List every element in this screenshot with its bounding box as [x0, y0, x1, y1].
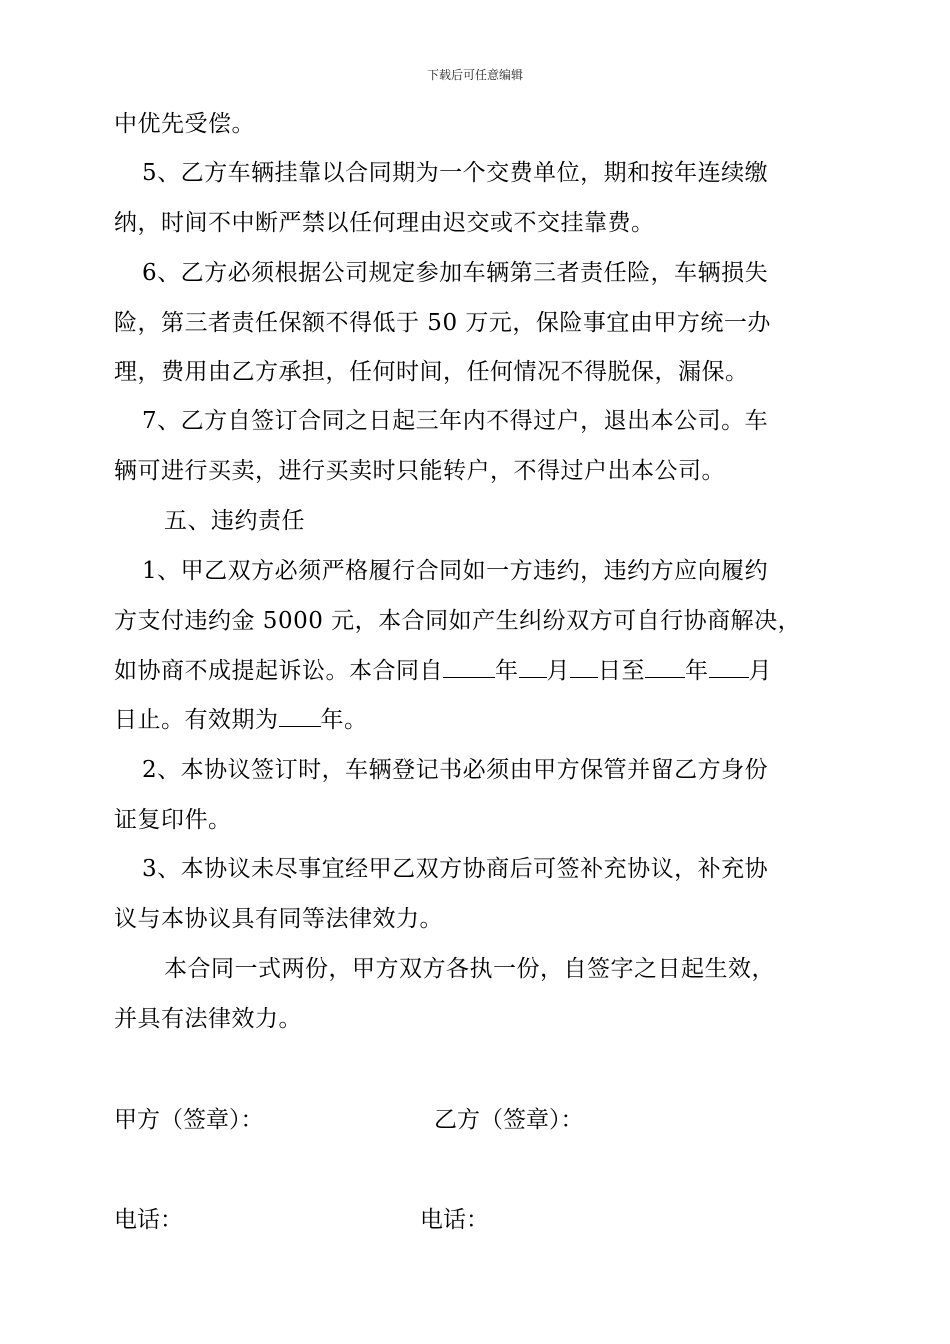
term-text-start: 如协商不成提起诉讼。本合同自 [114, 658, 443, 684]
party-b-signature-label: 乙方（签章）： [434, 1107, 584, 1133]
party-a-phone-label: 电话： [114, 1207, 183, 1233]
end-month-label: 月 [748, 658, 772, 684]
clause-5-2-line-1: 2、本协议签订时，车辆登记书必须由甲方保管并留乙方身份 [142, 757, 769, 783]
paragraph-line: 中优先受偿。 [114, 111, 255, 137]
clause-5-1-line-2: 方支付违约金 5000 元，本合同如产生纠纷双方可自行协商解决， [114, 608, 802, 634]
end-year-label: 年 [685, 658, 709, 684]
section-heading-liability: 五、违约责任 [164, 508, 305, 534]
closing-line-2: 并具有法律效力。 [114, 1006, 302, 1032]
clause-5-1-line-1: 1、甲乙双方必须严格履行合同如一方违约，违约方应向履约 [142, 558, 769, 584]
party-a-signature-label: 甲方（签章）： [114, 1107, 264, 1133]
clause-4-6-line-2: 险，第三者责任保额不得低于 50 万元，保险事宜由甲方统一办 [114, 310, 771, 336]
clause-4-6-line-1: 6、乙方必须根据公司规定参加车辆第三者责任险，车辆损失 [142, 260, 769, 286]
end-month-blank[interactable] [709, 655, 749, 678]
month-label: 月 [546, 658, 570, 684]
clause-4-5-line-2: 纳，时间不中断严禁以任何理由迟交或不交挂靠费。 [114, 210, 655, 236]
page-header: 下载后可任意编辑 [426, 68, 523, 82]
day-to-label: 日至 [598, 658, 645, 684]
clause-5-2-line-2: 证复印件。 [114, 807, 232, 833]
party-b-phone-label: 电话： [420, 1207, 489, 1233]
end-year-blank[interactable] [645, 655, 685, 678]
validity-year-label: 年。 [320, 707, 368, 733]
contract-term-line [114, 655, 772, 686]
year-label: 年 [495, 658, 519, 684]
clause-5-3-line-2: 议与本协议具有同等法律效力。 [114, 906, 443, 932]
start-year-blank[interactable] [443, 655, 495, 678]
clause-4-7-line-1: 7、乙方自签订合同之日起三年内不得过户，退出本公司。车 [142, 408, 769, 434]
clause-4-5-line-1: 5、乙方车辆挂靠以合同期为一个交费单位，期和按年连续缴 [142, 160, 769, 186]
validity-text: 日止。有效期为 [114, 707, 279, 733]
validity-line [114, 704, 368, 735]
clause-4-7-line-2: 辆可进行买卖，进行买卖时只能转户，不得过户出本公司。 [114, 458, 725, 484]
validity-years-blank[interactable] [279, 704, 321, 727]
clause-4-6-line-3: 理，费用由乙方承担，任何时间，任何情况不得脱保，漏保。 [114, 359, 749, 385]
start-month-blank[interactable] [519, 655, 547, 678]
start-day-blank[interactable] [570, 655, 598, 678]
closing-line-1: 本合同一式两份，甲方双方各执一份，自签字之日起生效， [164, 956, 775, 982]
clause-5-3-line-1: 3、本协议未尽事宜经甲乙双方协商后可签补充协议，补充协 [142, 856, 769, 882]
